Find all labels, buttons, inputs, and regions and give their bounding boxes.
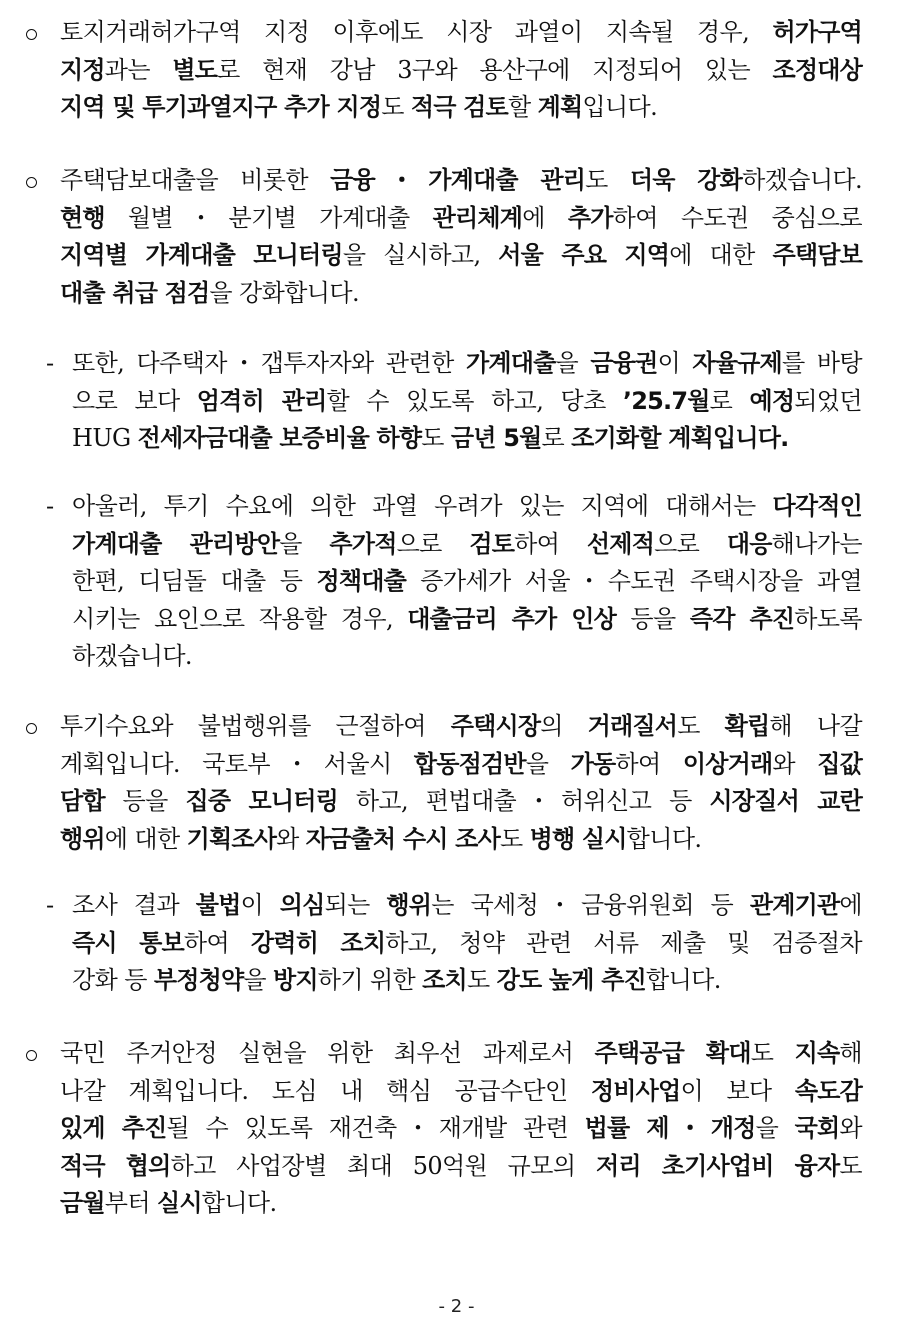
body-text: 의 xyxy=(540,712,588,740)
body-text: 증가세가 서울・수도권 주택시장을 과열 xyxy=(406,567,862,595)
emphasis-text: 자율규제 xyxy=(692,349,782,377)
dash-bullet-icon: - xyxy=(46,492,54,520)
emphasis-text: 대응 xyxy=(726,529,772,558)
body-text: 하여 수도권 중심으로 xyxy=(612,203,862,232)
body-text: 투기수요와 불법행위를 근절하여 xyxy=(60,712,451,740)
text-line xyxy=(60,14,862,52)
body-text: 에 대한 xyxy=(104,824,187,853)
dash-bullet-icon: - xyxy=(46,891,54,919)
emphasis-text: 다각적인 xyxy=(772,492,862,520)
emphasis-text: 추가적 xyxy=(329,529,397,558)
emphasis-text: 행위 xyxy=(60,824,105,853)
emphasis-text: 병행 실시 xyxy=(529,824,627,853)
text-line xyxy=(72,563,862,601)
body-text: 이 xyxy=(240,891,280,919)
emphasis-text: 가계대출 xyxy=(465,349,556,377)
body-text: 을 xyxy=(755,1114,795,1142)
body-text: 와 xyxy=(276,824,306,853)
body-text: 합니다. xyxy=(626,824,702,853)
body-text: 하겠습니다. xyxy=(72,642,192,670)
emphasis-text: 조기화할 계획입니다. xyxy=(571,424,789,452)
body-text: 토지거래허가구역 지정 이후에도 시장 과열이 지속될 경우, xyxy=(60,18,773,46)
emphasis-text: 합동점검반 xyxy=(413,749,526,778)
body-text: 로 현재 강남 3구와 용산구에 지정되어 있는 xyxy=(217,55,773,84)
body-text: 하고, 편법대출・허위신고 등 xyxy=(338,787,710,815)
body-text: 도 xyxy=(677,712,725,740)
body-text: 되는 xyxy=(324,891,387,919)
body-text: 을 xyxy=(279,529,330,558)
body-text: 하도록 xyxy=(794,604,863,633)
emphasis-text: 지역별 가계대출 모니터링 xyxy=(60,241,343,269)
emphasis-text: 강도 높게 추진 xyxy=(496,966,646,994)
emphasis-text: 정비사업 xyxy=(590,1076,681,1105)
emphasis-text: 추가 xyxy=(567,203,613,232)
body-text: 도 xyxy=(750,1039,795,1067)
body-text: 로 xyxy=(709,386,750,415)
emphasis-text: 즉각 추진 xyxy=(689,604,795,633)
emphasis-text: 속도감 xyxy=(794,1076,862,1105)
text-line xyxy=(72,420,862,458)
emphasis-text: 즉시 통보 xyxy=(72,928,184,957)
body-text: 해 xyxy=(839,1039,862,1067)
emphasis-text: 있게 추진 xyxy=(60,1114,167,1142)
body-text: 할 xyxy=(507,93,538,121)
emphasis-text: 관리체계 xyxy=(432,203,523,232)
emphasis-text: 강력히 조치 xyxy=(250,928,386,957)
emphasis-text: 저리 초기사업비 융자 xyxy=(595,1151,840,1180)
emphasis-text: 조치 xyxy=(422,966,467,994)
emphasis-text: 선제적 xyxy=(586,529,655,558)
body-text: 도 xyxy=(839,1151,863,1180)
body-text: 하여 xyxy=(514,529,587,558)
body-text: 에 대한 xyxy=(669,241,773,269)
circle-bullet-icon xyxy=(26,177,37,188)
body-text: 등을 xyxy=(104,787,186,815)
emphasis-text: 서울 주요 지역 xyxy=(498,241,670,269)
body-text: 도 xyxy=(585,166,630,194)
text-line xyxy=(72,345,862,383)
emphasis-text: 조정대상 xyxy=(772,55,862,84)
body-text: 되었던 xyxy=(794,386,862,415)
text-line xyxy=(60,783,862,821)
body-text: 를 바탕 xyxy=(781,349,862,377)
text-line xyxy=(72,383,862,421)
emphasis-text: 이상거래 xyxy=(682,749,773,778)
body-text: 또한, 다주택자・갭투자자와 관련한 xyxy=(72,349,466,377)
text-line xyxy=(60,1148,862,1186)
body-text: 입니다. xyxy=(582,93,658,121)
body-text: 와 xyxy=(772,749,818,778)
text-line xyxy=(60,708,862,746)
body-text: 도 xyxy=(421,424,451,452)
body-text: 을 xyxy=(525,749,571,778)
text-line xyxy=(60,237,862,275)
emphasis-text: 확립 xyxy=(724,712,770,740)
emphasis-text: 계획 xyxy=(537,93,583,121)
body-text: 하겠습니다. xyxy=(742,166,863,194)
circle-bullet-icon xyxy=(26,723,37,734)
body-text: 하여 xyxy=(183,928,251,957)
text-line xyxy=(60,1035,862,1073)
text-line xyxy=(72,638,862,676)
emphasis-text: 금융권 xyxy=(590,349,658,377)
body-text: 해나가는 xyxy=(771,529,862,558)
text-line xyxy=(72,488,862,526)
emphasis-text: 허가구역 xyxy=(772,18,862,46)
emphasis-text: 자금출처 수시 조사 xyxy=(305,824,500,853)
emphasis-text: 예정 xyxy=(749,386,795,415)
emphasis-text: 국회 xyxy=(794,1114,840,1142)
page-number: - 2 - xyxy=(438,1296,475,1317)
body-text: 으로 xyxy=(654,529,727,558)
body-text: 와 xyxy=(839,1114,862,1142)
body-text: HUG xyxy=(72,424,138,452)
body-text: 나갈 계획입니다. 도심 내 핵심 공급수단인 xyxy=(60,1076,591,1105)
body-text: 과는 xyxy=(104,55,173,84)
emphasis-text: 금년 5월 xyxy=(450,424,542,452)
text-line xyxy=(72,526,862,564)
emphasis-text: 주택공급 확대 xyxy=(594,1039,751,1067)
text-line xyxy=(72,887,862,925)
emphasis-text: 적극 검토 xyxy=(410,93,508,121)
emphasis-text: 시장질서 교란 xyxy=(709,787,863,815)
emphasis-text: 정책대출 xyxy=(316,567,407,595)
body-text: 으로 보다 xyxy=(72,386,197,415)
emphasis-text: 별도 xyxy=(172,55,218,84)
body-text: 할 수 있도록 하고, 당초 xyxy=(326,386,623,415)
body-text: 에 xyxy=(839,891,862,919)
body-text: 을 xyxy=(555,349,591,377)
body-text: 에 xyxy=(522,203,568,232)
body-text: 도 xyxy=(381,93,411,121)
body-text: 도 xyxy=(466,966,497,994)
body-text: 될 수 있도록 재건축・재개발 관련 xyxy=(166,1114,585,1142)
body-text: 을 xyxy=(243,966,273,994)
emphasis-text: 주택시장 xyxy=(450,712,541,740)
emphasis-text: 검토 xyxy=(469,529,515,558)
text-line xyxy=(72,601,862,639)
text-line xyxy=(60,746,862,784)
emphasis-text: 지정 xyxy=(60,55,105,84)
emphasis-text: 대출 취급 점검 xyxy=(60,278,210,307)
emphasis-text: 집중 모니터링 xyxy=(185,787,339,815)
body-text: 부터 xyxy=(104,1189,157,1217)
emphasis-text: 지역 및 투기과열지구 추가 지정 xyxy=(60,93,382,121)
circle-bullet-icon xyxy=(26,1050,37,1061)
text-line xyxy=(72,925,862,963)
emphasis-text: 집값 xyxy=(817,749,862,778)
emphasis-text: 법률 제・개정 xyxy=(584,1114,756,1142)
body-text: 해 나갈 xyxy=(769,712,862,740)
circle-bullet-icon xyxy=(26,29,37,40)
text-line xyxy=(60,1185,862,1223)
body-text: 하여 xyxy=(615,749,683,778)
body-text: 한편, 디딤돌 대출 등 xyxy=(72,567,317,595)
emphasis-text: 부정청약 xyxy=(153,966,244,994)
dash-bullet-icon: - xyxy=(46,349,54,377)
text-line xyxy=(72,962,862,1000)
emphasis-text: 행위 xyxy=(386,891,432,919)
text-line xyxy=(60,821,862,859)
text-line xyxy=(60,1073,862,1111)
emphasis-text: 금융・가계대출 관리 xyxy=(330,166,586,194)
emphasis-text: 더욱 강화 xyxy=(629,166,743,194)
body-text: 국민 주거안정 실현을 위한 최우선 과제로서 xyxy=(60,1039,595,1067)
body-text: 하고 사업장별 최대 50억원 규모의 xyxy=(170,1151,596,1180)
emphasis-text: ’25.7월 xyxy=(622,386,710,415)
emphasis-text: 엄격히 관리 xyxy=(196,386,327,415)
body-text: 하고, 청약 관련 서류 제출 및 검증절차 xyxy=(385,928,862,957)
body-text: 이 보다 xyxy=(680,1076,795,1105)
body-text: 으로 xyxy=(396,529,470,558)
emphasis-text: 불법 xyxy=(195,891,241,919)
emphasis-text: 의심 xyxy=(279,891,325,919)
body-text: 월별・분기별 가계대출 xyxy=(104,203,433,232)
body-text: 하기 위한 xyxy=(317,966,423,994)
body-text: 시키는 요인으로 작용할 경우, xyxy=(72,604,408,633)
emphasis-text: 금월 xyxy=(60,1189,105,1217)
body-text: 주택담보대출을 비롯한 xyxy=(60,166,331,194)
body-text: 합니다. xyxy=(201,1189,277,1217)
body-text: 등을 xyxy=(616,604,690,633)
body-text: 도 xyxy=(499,824,530,853)
body-text: 합니다. xyxy=(646,966,721,994)
body-text: 을 실시하고, xyxy=(342,241,499,269)
body-text: 계획입니다. 국토부・서울시 xyxy=(60,749,414,778)
emphasis-text: 거래질서 xyxy=(587,712,678,740)
emphasis-text: 대출금리 추가 인상 xyxy=(407,604,617,633)
body-text: 조사 결과 xyxy=(72,891,196,919)
text-line xyxy=(60,162,862,200)
text-line xyxy=(60,52,862,90)
emphasis-text: 가동 xyxy=(570,749,616,778)
emphasis-text: 관계기관 xyxy=(749,891,840,919)
emphasis-text: 현행 xyxy=(60,203,105,232)
emphasis-text: 주택담보 xyxy=(772,241,863,269)
emphasis-text: 적극 협의 xyxy=(60,1151,171,1180)
emphasis-text: 기획조사 xyxy=(186,824,277,853)
body-text: 로 xyxy=(541,424,572,452)
emphasis-text: 실시 xyxy=(156,1189,202,1217)
text-line xyxy=(60,200,862,238)
body-text: 는 국세청・금융위원회 등 xyxy=(431,891,750,919)
emphasis-text: 방지 xyxy=(272,966,318,994)
emphasis-text: 담합 xyxy=(60,787,105,815)
emphasis-text: 지속 xyxy=(794,1039,840,1067)
body-text: 아울러, 투기 수요에 의한 과열 우려가 있는 지역에 대해서는 xyxy=(72,492,773,520)
body-text: 이 xyxy=(657,349,693,377)
text-line xyxy=(60,89,862,127)
emphasis-text: 전세자금대출 보증비율 하향 xyxy=(137,424,422,452)
body-text: 을 강화합니다. xyxy=(209,278,359,307)
emphasis-text: 가계대출 관리방안 xyxy=(72,529,280,558)
text-line xyxy=(60,275,862,313)
text-line xyxy=(60,1110,862,1148)
body-text: 강화 등 xyxy=(72,966,154,994)
